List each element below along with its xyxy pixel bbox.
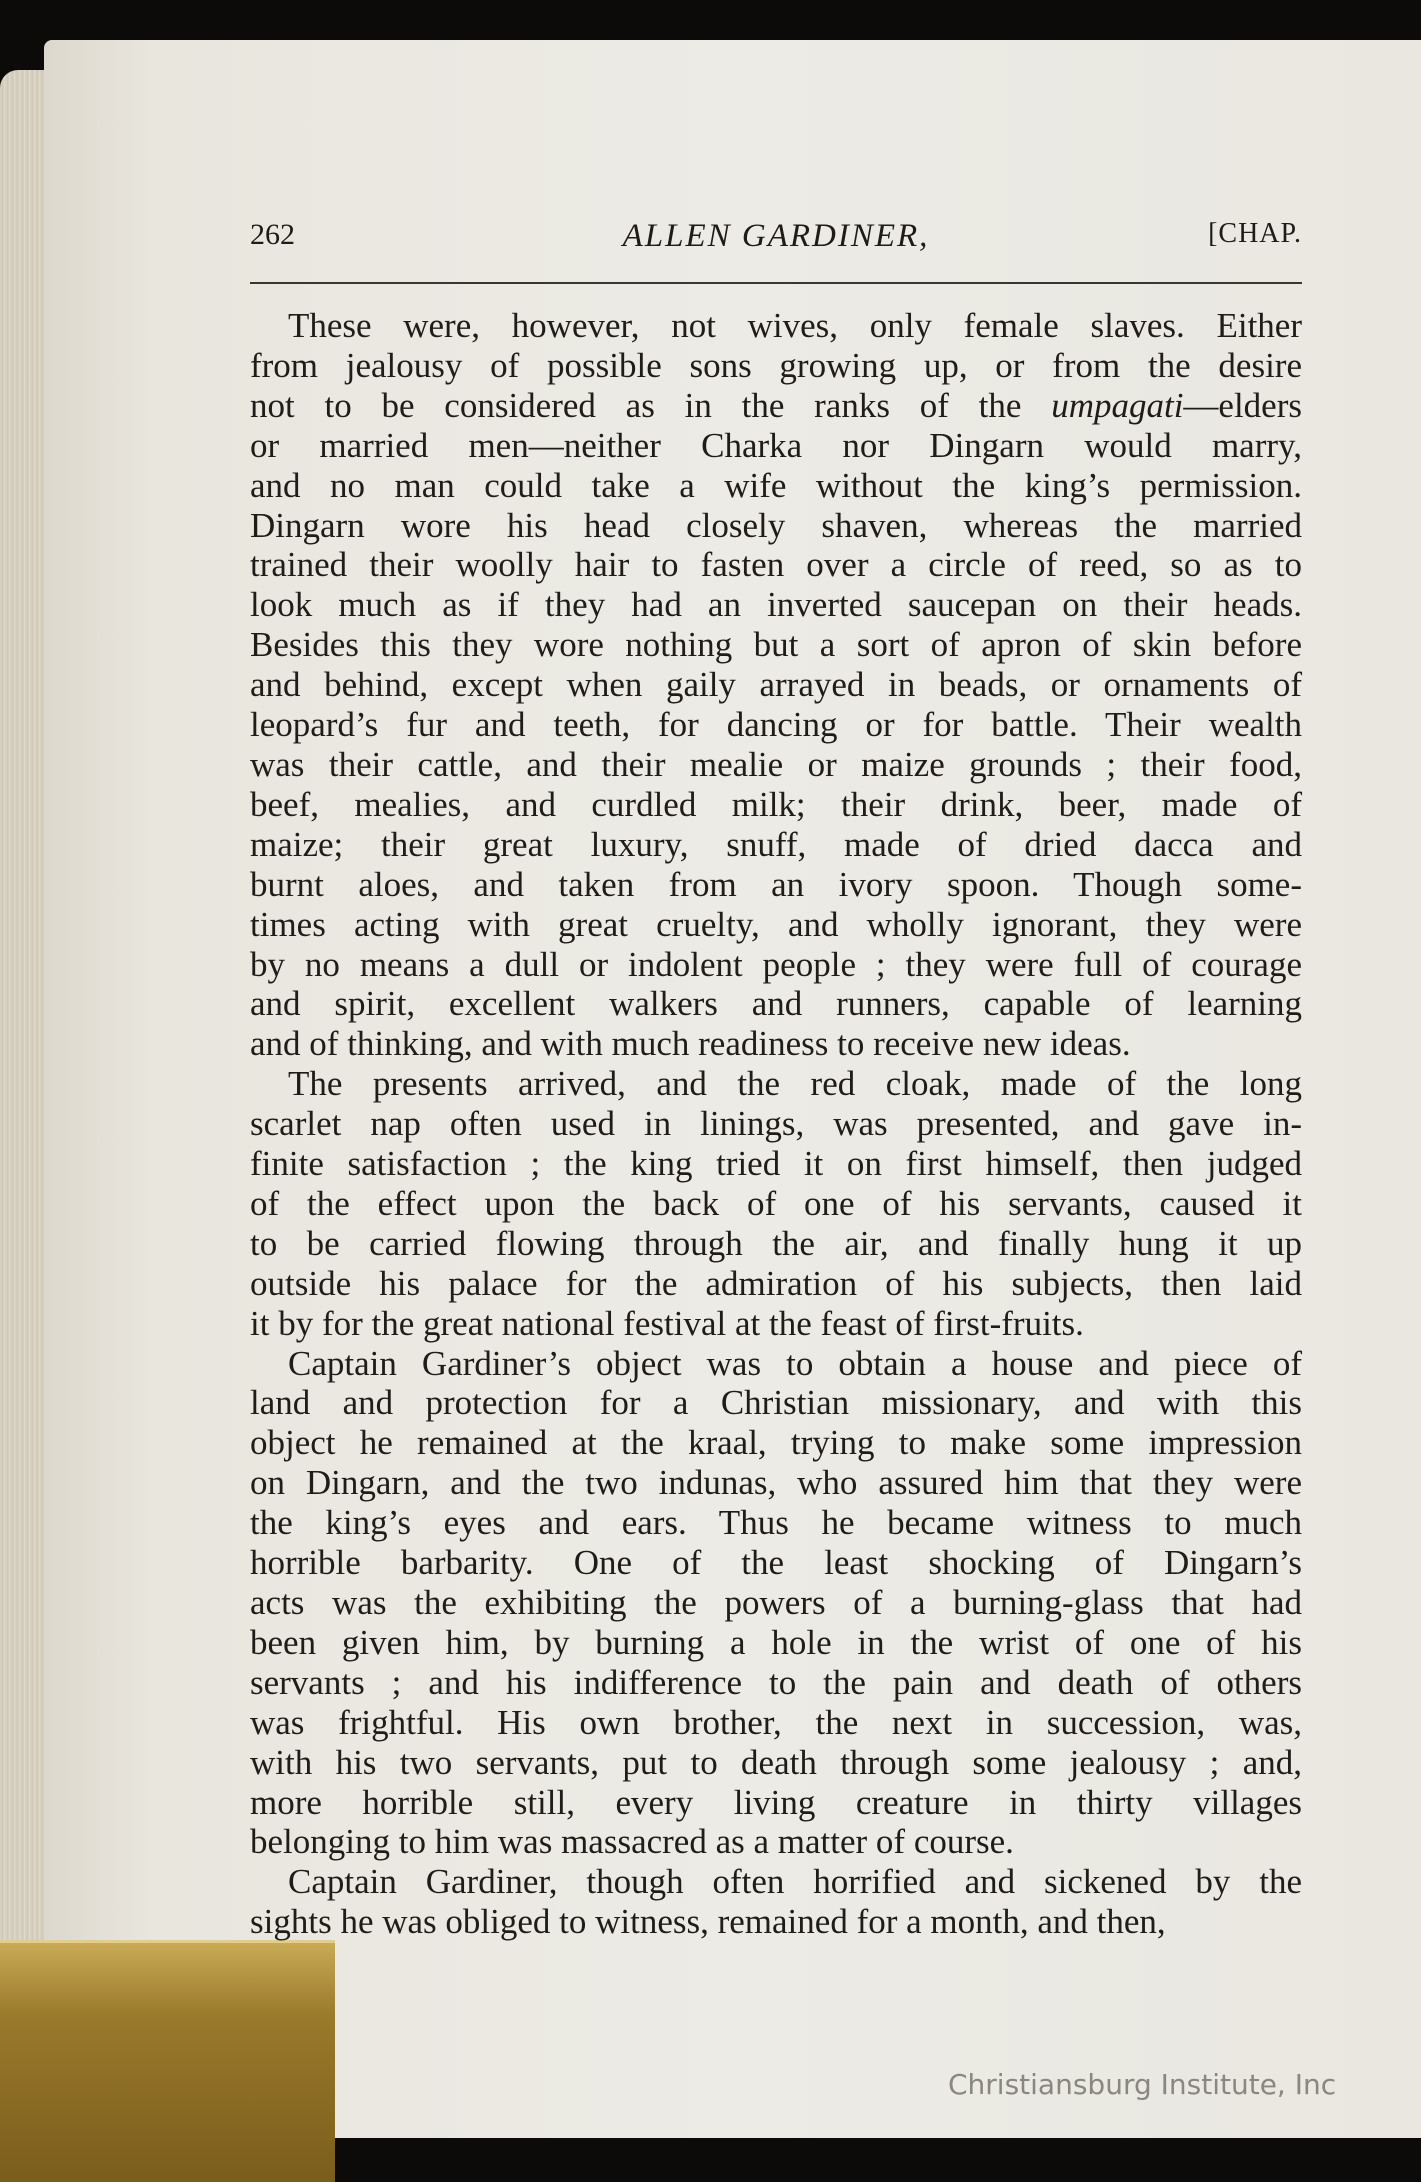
text-line: finite satisfaction ; the king tried it on first himself, then judged	[250, 1144, 1302, 1184]
text-line: and no man could take a wife without the king’s permission.	[250, 465, 1302, 505]
text-line: by no means a dull or indolent people ; they were full of courage	[250, 944, 1302, 984]
text-line: of the effect upon the back of one of his servants, caused it	[250, 1183, 1302, 1223]
text-line: been given him, by burning a hole in the wrist of one of his	[250, 1622, 1302, 1662]
text-line: scarlet nap often used in linings, was presented, and gave in-	[250, 1104, 1302, 1144]
text-line: Besides this they wore nothing but a sort of apron of skin before	[250, 625, 1302, 665]
text-line: the king’s eyes and ears. Thus he became witness to much	[250, 1503, 1302, 1543]
text-line: and spirit, excellent walkers and runners, capable of learning	[250, 984, 1302, 1024]
text-line: servants ; and his indifference to the pain and death of others	[250, 1662, 1302, 1702]
text-line: was their cattle, and their mealie or maize grounds ; their food,	[250, 744, 1302, 784]
running-title: ALLEN GARDINER,	[622, 218, 930, 254]
text-line: or married men—neither Charka nor Dingarn would marry,	[250, 425, 1302, 465]
header-rule	[250, 282, 1302, 284]
text-line: horrible barbarity. One of the least shocking of Dingarn’s	[250, 1543, 1302, 1583]
chapter-mark: [CHAP.	[1208, 218, 1302, 249]
text-line: it by for the great national festival at the feast of first-fruits.	[250, 1303, 1084, 1343]
text-line: not to be considered as in the ranks of the umpagati—elders	[250, 385, 1302, 425]
gold-block	[0, 1940, 335, 2182]
text-line: object he remained at the kraal, trying to make some impression	[250, 1423, 1302, 1463]
text-line: maize; their great luxury, snuff, made of dried dacca and	[250, 824, 1302, 864]
page-header	[250, 218, 1302, 262]
paragraph	[250, 306, 1302, 1064]
text-line: outside his palace for the admiration of his subjects, then laid	[250, 1263, 1302, 1303]
text-line: was frightful. His own brother, the next in succession, was,	[250, 1702, 1302, 1742]
text-line: These were, however, not wives, only female slaves. Either	[288, 306, 1302, 345]
page-number: 262	[250, 218, 295, 251]
paragraph	[250, 1862, 1302, 1942]
text-line: The presents arrived, and the red cloak, made of the long	[288, 1064, 1302, 1104]
text-line: from jealousy of possible sons growing up, or from the desire	[250, 345, 1302, 385]
text-line: sights he was obliged to witness, remained for a month, and then,	[250, 1902, 1166, 1942]
text-line: belonging to him was massacred as a matter of course.	[250, 1822, 1014, 1862]
text-line: and behind, except when gaily arrayed in beads, or ornaments of	[250, 665, 1302, 705]
watermark: Christiansburg Institute, Inc	[948, 2068, 1337, 2101]
text-line: look much as if they had an inverted saucepan on their heads.	[250, 585, 1302, 625]
text-line: Dingarn wore his head closely shaven, whereas the married	[250, 505, 1302, 545]
text-line: on Dingarn, and the two indunas, who assured him that they were	[250, 1463, 1302, 1503]
text-line: and of thinking, and with much readiness to receive new ideas.	[250, 1024, 1131, 1064]
text-line: Captain Gardiner’s object was to obtain a house and piece of	[288, 1343, 1302, 1383]
italic-tail: —elders	[1183, 385, 1302, 425]
italic-term: umpagati	[1051, 385, 1184, 425]
text-line: more horrible still, every living creature in thirty villages	[250, 1782, 1302, 1822]
text-line: beef, mealies, and curdled milk; their drink, beer, made of	[250, 784, 1302, 824]
text-line: with his two servants, put to death through some jealousy ; and,	[250, 1742, 1302, 1782]
text-line: acts was the exhibiting the powers of a burning-glass that had	[250, 1583, 1302, 1622]
text-line: land and protection for a Christian missionary, and with this	[250, 1383, 1302, 1423]
text-line: times acting with great cruelty, and wholly ignorant, they were	[250, 904, 1302, 944]
paragraph	[250, 1344, 1302, 1863]
text-line: burnt aloes, and taken from an ivory spoon. Though some-	[250, 864, 1302, 904]
body-text	[250, 306, 1302, 1942]
text-line: Captain Gardiner, though often horrified and sickened by the	[288, 1862, 1302, 1902]
text-line: to be carried flowing through the air, and finally hung it up	[250, 1223, 1302, 1263]
text-line: leopard’s fur and teeth, for dancing or for battle. Their wealth	[250, 705, 1302, 745]
paragraph	[250, 1064, 1302, 1343]
text-line: trained their woolly hair to fasten over a circle of reed, so as to	[250, 545, 1302, 585]
